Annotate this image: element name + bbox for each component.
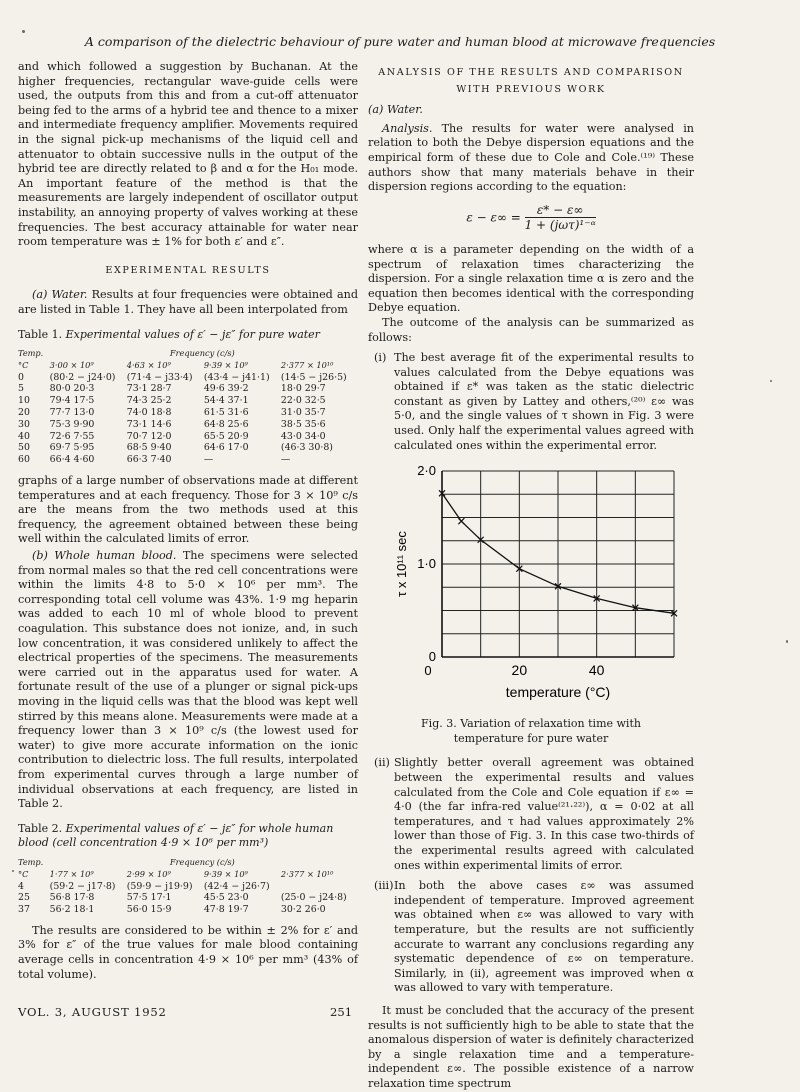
table1-label: Table 1. xyxy=(18,327,63,341)
table2-row xyxy=(18,904,358,916)
x-tick-label: 20 xyxy=(511,662,528,679)
table1-cell: 54·4 37·1 xyxy=(203,395,249,407)
table1-unit: °C xyxy=(18,359,29,370)
table2-body xyxy=(18,881,358,916)
table1-cell: 38·5 35·6 xyxy=(280,418,326,430)
origin-label: 0 xyxy=(424,663,432,679)
table1-freq-header: Frequency (c/s) xyxy=(169,348,235,359)
table1-cell: 73·1 28·7 xyxy=(126,383,172,395)
table1-cell: 69·7 5·95 xyxy=(49,442,95,454)
figure-caption-line-2: temperature for pure water xyxy=(453,731,609,745)
scan-speck xyxy=(770,380,772,382)
table2-cell: (42·4 − j26·7) xyxy=(203,880,270,892)
item-number: (i) xyxy=(374,351,387,365)
table2-cell: 45·5 23·0 xyxy=(203,892,249,904)
table1-cell: 64·6 17·0 xyxy=(203,442,249,454)
scan-speck xyxy=(12,870,14,872)
table1-cell: 5 xyxy=(18,383,24,395)
water-paragraph xyxy=(18,288,358,317)
table2-col-3: 9·39 × 10⁹ xyxy=(203,868,248,879)
table1-cell: — xyxy=(280,454,291,466)
analysis-heading-1: ANALYSIS OF THE RESULTS AND COMPARISON xyxy=(378,67,684,78)
data-point xyxy=(458,518,464,524)
table1-cell: (46·3 30·8) xyxy=(280,442,333,454)
table1-temp-header: Temp. xyxy=(18,348,44,359)
outcome-item-2 xyxy=(368,756,694,873)
table2-col-1: 1·77 × 10⁹ xyxy=(49,868,94,879)
table2-cell: 25 xyxy=(18,892,30,904)
table1-cell: 77·7 13·0 xyxy=(49,407,95,419)
after-table1-paragraph: graphs of a large number of observations made at different temperatures and at each frequency. Those for 3 × 10⁹ c/s are the means from the two methods used at this frequency, the agreement obtained between these being well within the calculated limits of error. xyxy=(18,474,358,546)
table1-row xyxy=(18,395,358,407)
table1-cell: 72·6 7·55 xyxy=(49,430,95,442)
water-text: Results at four frequencies were obtained and are listed in Table 1. They have all been interpolated from xyxy=(18,288,358,316)
scan-speck xyxy=(786,640,788,643)
table2-cell: (59·2 − j17·8) xyxy=(49,880,116,892)
table1-cell: 79·4 17·5 xyxy=(49,395,95,407)
equation-numerator: ε* − ε∞ xyxy=(525,203,596,219)
table1 xyxy=(18,348,358,466)
table2-row xyxy=(18,892,358,904)
outcome-item-1 xyxy=(368,351,694,453)
table2 xyxy=(18,857,358,916)
item-text: The best average fit of the experimental results to values calculated from the Debye equations was obtained if ε* was taken as the static dielectric constant as given by Lattey and others,⁽²⁰⁾ ε∞ was 5·0, and the single values of τ shown in Fig. 3 were used. Only half the experimental values agreed with calculated ones within the experimental error. xyxy=(394,351,694,452)
table1-row xyxy=(18,372,358,384)
table1-cell: 66·4 4·60 xyxy=(49,454,95,466)
item-text: Slightly better overall agreement was obtained between the experimental results and values calculated from the Cole and Cole equation if ε∞ = 4·0 (the far infra-red value⁽²¹·²²⁾), α = 0·02 at all temperatures, and τ had values approximately 2% lower than those of Fig. 3. In this case two-thirds of the experimental results agreed with calculated ones within experimental limits of error. xyxy=(394,756,694,872)
table1-cell: (80·2 − j24·0) xyxy=(49,371,116,383)
running-head: A comparison of the dielectric behaviour of pure water and human blood at microwave frequencies xyxy=(84,34,716,49)
table1-cell: 49·6 39·2 xyxy=(203,383,249,395)
table2-unit: °C xyxy=(18,868,29,879)
table1-cell: 70·7 12·0 xyxy=(126,430,172,442)
equation-lhs: ε − ε∞ = xyxy=(466,210,521,225)
table2-freq-header: Frequency (c/s) xyxy=(169,856,235,867)
table1-header-row-1 xyxy=(18,348,358,360)
table2-temp-header: Temp. xyxy=(18,856,44,867)
item-number: (ii) xyxy=(374,756,390,770)
table1-cell: 61·5 31·6 xyxy=(203,407,249,419)
table2-header-row-1 xyxy=(18,857,358,869)
table1-cell: (71·4 − j33·4) xyxy=(126,371,193,383)
table1-cell: 31·0 35·7 xyxy=(280,407,326,419)
equation-denominator: 1 + (jωτ)¹⁻ᵅ xyxy=(524,218,596,233)
table1-header-row-2 xyxy=(18,360,358,372)
table2-header-row-2 xyxy=(18,869,358,881)
table2-cell: (59·9 − j19·9) xyxy=(126,880,193,892)
table1-row xyxy=(18,407,358,419)
x-axis-label: temperature (°C) xyxy=(505,684,611,701)
table2-label: Table 2. xyxy=(18,821,63,835)
table1-cell: 75·3 9·90 xyxy=(49,418,95,430)
conclusion-paragraph: It must be concluded that the accuracy of the present results is not sufficiently high to be able to state that the anomalous dispersion of water is definitely characterized by a single relaxation time and a temperature-independent ε∞. The possible existence of a narrow relaxation time spectrum xyxy=(368,1003,694,1090)
blood-paragraph xyxy=(18,549,358,812)
table1-row xyxy=(18,383,358,395)
table1-cell: 50 xyxy=(18,442,30,454)
blood-label: (b) Whole human blood. xyxy=(32,549,177,563)
table1-col-3: 9·39 × 10⁹ xyxy=(203,359,248,370)
table1-cell: (43·4 − j41·1) xyxy=(203,371,270,383)
blood-text: The specimens were selected from normal males so that the red cell concentrations were within the limits 4·8 to 5·0 × 10⁶ per mm³. The corresponding total cell volume was 43%. 1·9 mg heparin was added to each 10 ml of whole blood to prevent coagulation. This substance does not ionize, and, in such low concentration, it was considered unlikely to affect the electrical properties of the specimens. The measurements were carried out in the apparatus used for water. A fortunate result of the use of a plunger or signal pick-ups moving in the liquid cells was that the blood was kept well stirred by this means alone. Measurements were made at a frequency lower than 3 × 10⁹ c/s (the lowest used for water) to give more accurate information on the ionic contribution to dielectric loss. The full results, interpolated from experimental curves through a large number of individual observations at each frequency, are listed in Table 2. xyxy=(18,549,358,811)
table1-cell: 66·3 7·40 xyxy=(126,454,172,466)
table1-col-1: 3·00 × 10⁹ xyxy=(49,359,94,370)
table1-col-2: 4·63 × 10⁹ xyxy=(126,359,171,370)
table1-cell: 10 xyxy=(18,395,30,407)
table1-row xyxy=(18,442,358,454)
table1-cell: 74·0 18·8 xyxy=(126,407,172,419)
water-subheading: (a) Water. xyxy=(368,103,423,117)
left-column xyxy=(18,60,358,982)
table2-col-4: 2·377 × 10¹⁰ xyxy=(280,868,334,879)
analysis-text: The results for water were analysed in relation to both the Debye dispersion equations and the empirical form of these due to Cole and Cole.⁽¹⁹⁾ These authors show that many materials behave in their dispersion regions according to the equation: xyxy=(368,121,694,194)
analysis-label: Analysis. xyxy=(382,121,433,135)
figure-caption xyxy=(368,717,694,746)
table1-cell: 60 xyxy=(18,454,30,466)
analysis-heading-2: WITH PREVIOUS WORK xyxy=(456,83,606,95)
table1-cell: 68·5 9·40 xyxy=(126,442,172,454)
item-text: In both the above cases ε∞ was assumed independent of temperature. Improved agreement was obtained when ε∞ was allowed to vary with temperature, but the results are not sufficiently accurate to warrant any conclusions regarding any systematic dependence of ε∞ on temperature. Similarly, in (ii), agreement was improved when α was allowed to vary with temperature. xyxy=(394,879,694,995)
table2-cell: 47·8 19·7 xyxy=(203,904,249,916)
table1-col-4: 2·377 × 10¹⁰ xyxy=(280,359,334,370)
table1-cell: 65·5 20·9 xyxy=(203,430,249,442)
water-label: (a) Water. xyxy=(32,288,88,302)
table1-caption xyxy=(18,328,358,343)
table2-cell: 56·8 17·8 xyxy=(49,892,95,904)
where-paragraph: where α is a parameter depending on the width of a spectrum of relaxation times characterizing the dispersion. For a single relaxation time α is zero and the equation then becomes identical with the corresponding Debye equation. xyxy=(368,242,694,315)
y-axis-label: τ x 10¹¹ sec xyxy=(394,531,409,598)
table2-cell: (25·0 − j24·8) xyxy=(280,892,347,904)
chart-labels xyxy=(394,463,610,700)
table1-cell: 73·1 14·6 xyxy=(126,418,172,430)
table1-cell: 43·0 34·0 xyxy=(280,430,326,442)
table2-cell: 30·2 26·0 xyxy=(280,904,326,916)
relaxation-time-chart xyxy=(368,461,694,713)
table2-cell: 37 xyxy=(18,904,30,916)
equation-fraction xyxy=(525,203,596,233)
right-column xyxy=(368,60,694,1092)
table1-row xyxy=(18,454,358,466)
outcome-list xyxy=(368,351,694,453)
y-tick-label: 2·0 xyxy=(417,463,436,479)
outcome-item-3 xyxy=(368,879,694,996)
item-number: (iii) xyxy=(374,879,394,893)
table1-cell: 20 xyxy=(18,407,30,419)
table2-cell xyxy=(281,881,358,893)
scan-speck xyxy=(22,30,25,33)
figure-3 xyxy=(368,461,694,713)
outcome-list-continued xyxy=(368,756,694,996)
analysis-paragraph xyxy=(368,122,694,195)
table1-cell: 0 xyxy=(18,371,24,383)
cole-cole-equation xyxy=(368,203,694,233)
table1-row xyxy=(18,419,358,431)
intro-paragraph: and which followed a suggestion by Buchanan. At the higher frequencies, rectangular wave-guide cells were used, the outputs from this and from a cut-off attenuator being fed to the arms of a hybrid tee and thence to a mixer and intermediate frequency amplifier. Movements required in the signal pick-up mechanisms of the liquid cell and attenuator to obtain successive nulls in the output of the hybrid tee are directly related to β and α for the H₀₁ mode. An important feature of the method is that the measurements are largely independent of oscillator output instability, an annoying property of valves working at these frequencies. The best accuracy attainable for water near room temperature was ± 1% for both ε′ and ε″. xyxy=(18,60,358,249)
table1-cell: 64·8 25·6 xyxy=(203,418,249,430)
table1-cell: 74·3 25·2 xyxy=(126,395,172,407)
table1-cell: 40 xyxy=(18,430,30,442)
volume-footer: VOL. 3, AUGUST 1952 xyxy=(18,1005,167,1019)
table1-title: Experimental values of ε′ − jε″ for pure water xyxy=(65,327,320,341)
table1-cell: 18·0 29·7 xyxy=(280,383,326,395)
table1-cell: 30 xyxy=(18,418,30,430)
table2-row xyxy=(18,881,358,893)
table2-title: Experimental values of ε′ − jε″ for whole human blood (cell concentration 4·9 × 10⁶ per mm³) xyxy=(18,821,334,850)
experimental-results-heading: EXPERIMENTAL RESULTS xyxy=(105,264,271,276)
table1-cell: — xyxy=(203,454,214,466)
page-number: 251 xyxy=(330,1005,353,1019)
chart-grid xyxy=(442,471,674,657)
closing-paragraph: The results are considered to be within ± 2% for ε′ and 3% for ε″ of the true values for male blood containing average cells in concentration 4·9 × 10⁶ per mm³ (43% of total volume). xyxy=(18,923,358,981)
table2-caption xyxy=(18,822,358,851)
figure-caption-line-1: Fig. 3. Variation of relaxation time with xyxy=(421,717,641,731)
table2-cell: 4 xyxy=(18,880,24,892)
table2-col-2: 2·99 × 10⁹ xyxy=(126,868,171,879)
x-tick-label: 40 xyxy=(588,662,605,679)
table2-cell: 56·2 18·1 xyxy=(49,904,95,916)
table2-cell: 57·5 17·1 xyxy=(126,892,172,904)
outcome-paragraph: The outcome of the analysis can be summarized as follows: xyxy=(368,315,694,344)
table1-cell: 80·0 20·3 xyxy=(49,383,95,395)
table2-cell: 56·0 15·9 xyxy=(126,904,172,916)
table1-cell: 22·0 32·5 xyxy=(280,395,326,407)
table1-row xyxy=(18,431,358,443)
y-tick-label: 1·0 xyxy=(417,556,436,572)
y-tick-label: 0 xyxy=(428,649,436,665)
table1-cell: (14·5 − j26·5) xyxy=(280,371,347,383)
table1-body xyxy=(18,372,358,466)
